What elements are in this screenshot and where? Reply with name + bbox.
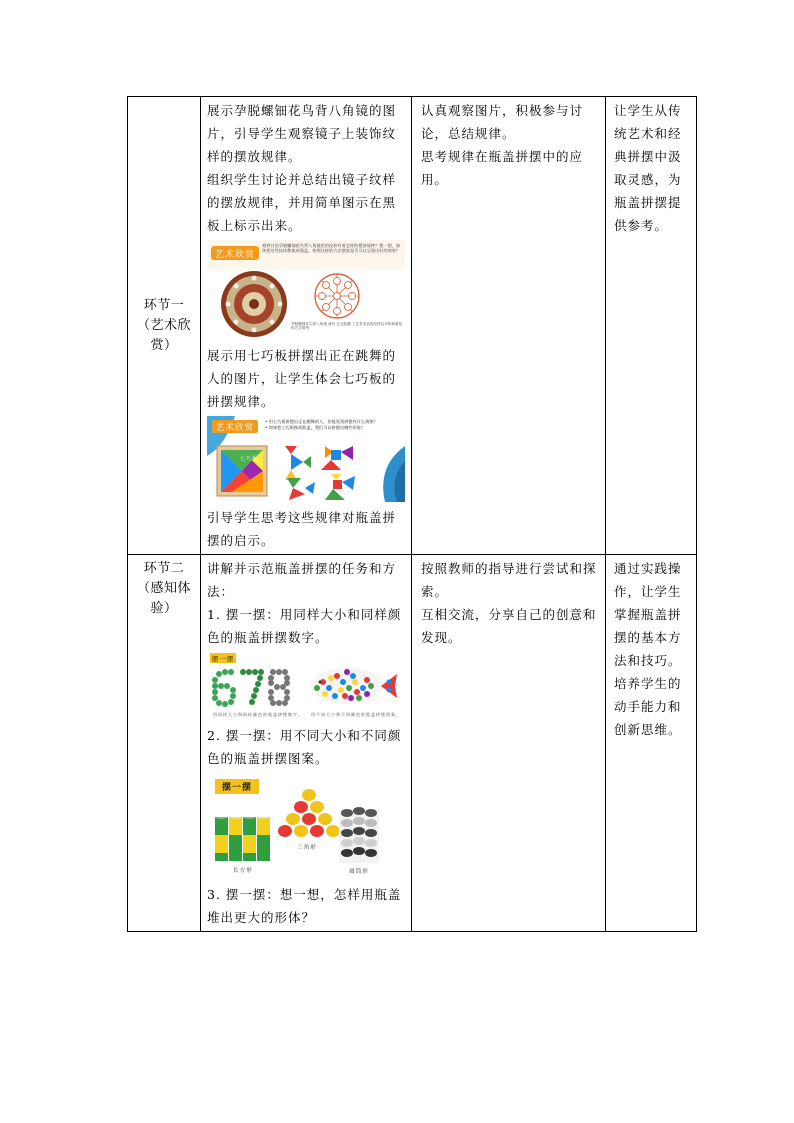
teacher-text: 组织学生讨论并总结出镜子纹样的摆放规律，并用简单图示在黑板上标示出来。	[207, 172, 397, 233]
digits-image	[207, 652, 405, 720]
question-text: • 如果把七巧板换成瓶盖，我们可以拼摆出哪些形象？	[265, 425, 366, 430]
table-row	[128, 555, 697, 932]
shape-label: 圆筒形	[349, 869, 369, 875]
tag-text: 摆一摆	[211, 655, 235, 663]
intent-cell	[606, 97, 697, 555]
banner-text: 艺术欣赏	[214, 250, 256, 260]
caption-text: 用不同大小和不同颜色的瓶盖拼摆图案。	[311, 712, 401, 717]
shape-label: 三角形	[297, 845, 317, 851]
student-cell	[412, 97, 606, 555]
intent-text: 通过实践操作，让学生掌握瓶盖拼摆的基本方法和技巧。	[614, 561, 682, 668]
teacher-text: 1. 摆一摆：用同样大小和同样颜色的瓶盖拼摆数字。	[207, 607, 402, 645]
tangram-image	[207, 416, 405, 502]
tangram-label: 七巧板	[239, 456, 259, 462]
teacher-cell	[201, 555, 412, 932]
caption-text: 用同样大小和同样颜色的瓶盖拼摆数字。	[213, 712, 303, 717]
teacher-cell	[201, 97, 412, 555]
student-cell	[412, 555, 606, 932]
teacher-text: 引导学生思考这些规律对瓶盖拼摆的启示。	[207, 510, 397, 548]
intent-text: 让学生从传统艺术和经典拼摆中汲取灵感，为瓶盖拼摆提供参考。	[614, 103, 682, 233]
tag-text: 摆一摆	[221, 783, 253, 793]
teacher-text: 3. 摆一摆：想一想，怎样用瓶盖堆出更大的形体？	[207, 887, 402, 925]
banner-text: 艺术欣赏	[215, 423, 255, 433]
stage-cell: 环节一（艺术欣赏）	[128, 97, 201, 555]
student-text: 按照教师的指导进行尝试和探索。	[421, 561, 597, 599]
question-text: 观察讨论孕脱螺钿花鸟背八角镜里的纹样有着怎样的摆放规律？想一想，如果把这些纹样都换成瓶盖，按照这样的方法摆放是否可以呈现出好的效果？	[262, 243, 401, 253]
mirror-image	[207, 240, 405, 340]
intent-cell	[606, 555, 697, 932]
teacher-text: 展示用七巧板拼摆出正在跳舞的人的图片，让学生体会七巧板的拼摆规律。	[207, 348, 397, 409]
teacher-text: 展示孕脱螺钿花鸟背八角镜的图片，引导学生观察镜子上装饰纹样的摆放规律。	[207, 103, 397, 164]
question-text: • 用七巧板拼摆出正在跳舞的人，你能发现拼摆有什么规律？	[265, 419, 378, 424]
intent-text: 培养学生的动手能力和创新思维。	[614, 676, 682, 737]
teacher-text: 讲解并示范瓶盖拼摆的任务和方法：	[207, 561, 397, 599]
student-text: 思考规律在瓶盖拼摆中的应用。	[421, 149, 584, 187]
caption-text: 孕脱螺钿花鸟背八角镜 唐代·正仓院藏 工艺美术品的纹样以对称和重复的方式排列	[291, 322, 403, 331]
stacking-image	[207, 773, 405, 879]
shape-label: 长方形	[233, 868, 253, 874]
lesson-table	[127, 96, 697, 932]
teacher-text: 2. 摆一摆：用不同大小和不同颜色的瓶盖拼摆图案。	[207, 728, 402, 766]
table-row	[128, 97, 697, 555]
stage-cell: 环节二（感知体验）	[128, 555, 201, 932]
student-text: 认真观察图片，积极参与讨论，总结规律。	[421, 103, 584, 141]
student-text: 互相交流，分享自己的创意和发现。	[421, 607, 597, 645]
